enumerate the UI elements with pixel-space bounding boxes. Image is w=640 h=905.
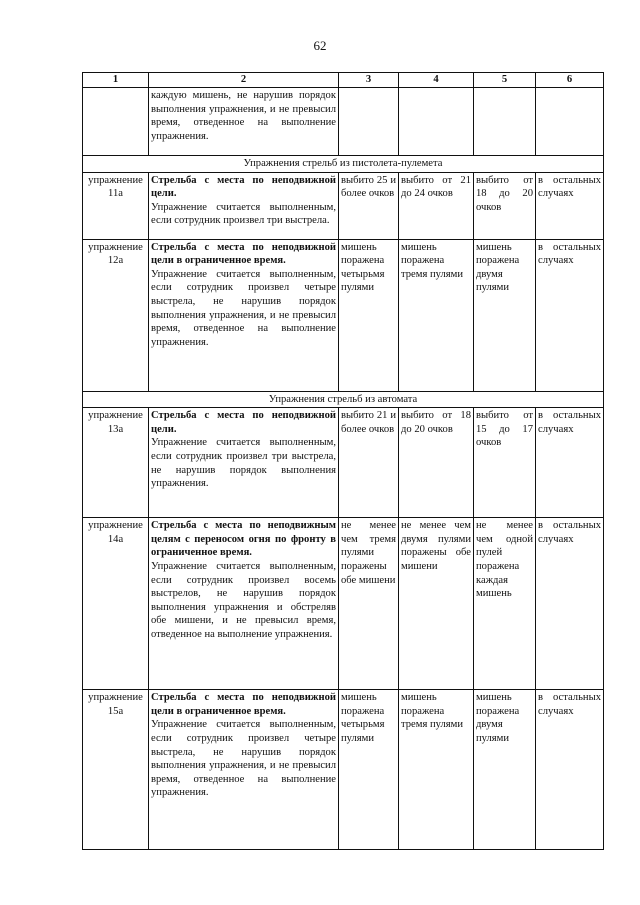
exercise-title: Стрельба с места по неподвижной цели в ограниченное время. <box>151 241 336 267</box>
grade-good: не менее чем двумя пулями поражены обе мишени <box>399 518 474 690</box>
exercise-description <box>149 239 339 391</box>
grade-unsatisfactory: в остальных случаях <box>536 690 604 850</box>
header-col-4: 4 <box>399 73 474 88</box>
grade-unsatisfactory: в остальных случаях <box>536 518 604 690</box>
continuation-text: каждую мишень, не нарушив порядок выполнения упражнения, и не превысил время, отведенное на выполнение упражнения. <box>149 88 339 156</box>
exercise-title: Стрельба с места по неподвижным целям с переносом огня по фронту в ограниченное время. <box>151 520 336 559</box>
header-row <box>83 73 604 88</box>
grade-excellent: мишень поражена четырьмя пулями <box>339 690 399 850</box>
grade-satisfactory: выбито от 18 до 20 очков <box>474 172 536 239</box>
exercise-title: Стрельба с места по неподвижной цели в ограниченное время. <box>151 692 336 717</box>
exercise-label: упражнение <box>88 410 143 422</box>
continuation-row <box>83 88 604 156</box>
exercise-number: 12а <box>107 255 124 267</box>
exercise-number: 15а <box>107 705 124 717</box>
grade-excellent: мишень поражена четырьмя пулями <box>339 239 399 391</box>
grade-good: мишень поражена тремя пулями <box>399 239 474 391</box>
exercise-conditions: Упражнение считается выполненным, если сотрудник произвел три выстрела, не нарушив порядок выполнения упражнения. <box>151 437 336 490</box>
section-title: Упражнения стрельб из автомата <box>83 391 604 408</box>
grade-satisfactory: выбито от 15 до 17 очков <box>474 408 536 518</box>
grade-good: выбито от 21 до 24 очков <box>399 172 474 239</box>
exercise-label: упражнение <box>88 692 143 704</box>
grade-unsatisfactory: в остальных случаях <box>536 239 604 391</box>
header-col-6: 6 <box>536 73 604 88</box>
exercise-conditions: Упражнение считается выполненным, если сотрудник произвел четыре выстрела, не нарушив порядок выполнения упражнения, и не превысил время, отведенное на выполнение упражнения. <box>151 719 336 799</box>
section-row <box>83 391 604 408</box>
exercise-label: упражнение <box>88 520 143 532</box>
grade-satisfactory: не менее чем одной пулей поражена каждая мишень <box>474 518 536 690</box>
grade-good: выбито от 18 до 20 очков <box>399 408 474 518</box>
header-col-2: 2 <box>149 73 339 88</box>
exercise-conditions: Упражнение считается выполненным, если сотрудник произвел три выстрела. <box>151 201 336 227</box>
grade-excellent: выбито 25 и более очков <box>339 172 399 239</box>
section-row <box>83 156 604 173</box>
table-row <box>83 172 604 239</box>
table-row <box>83 408 604 518</box>
exercise-conditions: Упражнение считается выполненным, если сотрудник произвел четыре выстрела, не нарушив порядок выполнения упражнения, и не превысил время, отведенное на выполнение упражнения. <box>151 268 336 348</box>
exercise-title: Стрельба с места по неподвижной цели. <box>151 410 336 435</box>
exercise-label: упражнение <box>88 241 143 253</box>
exercise-cell <box>83 239 149 391</box>
grade-satisfactory: мишень поражена двумя пулями <box>474 690 536 850</box>
header-col-3: 3 <box>339 73 399 88</box>
exercise-cell <box>83 690 149 850</box>
exercise-cell <box>83 408 149 518</box>
exercise-description <box>149 518 339 690</box>
exercise-number: 14а <box>107 533 124 545</box>
exercise-description <box>149 172 339 239</box>
table-row <box>83 518 604 690</box>
grade-satisfactory: мишень поражена двумя пулями <box>474 239 536 391</box>
section-title: Упражнения стрельб из пистолета-пулемета <box>83 156 604 173</box>
exercise-description <box>149 408 339 518</box>
header-col-5: 5 <box>474 73 536 88</box>
exercise-title: Стрельба с места по неподвижной цели. <box>151 174 336 200</box>
table-row <box>83 690 604 850</box>
grade-unsatisfactory: в остальных случаях <box>536 408 604 518</box>
page-number: 62 <box>313 38 327 53</box>
exercise-table <box>82 72 604 850</box>
exercise-number: 11а <box>108 188 123 200</box>
exercise-conditions: Упражнение считается выполненным, если сотрудник произвел восемь выстрелов, не нарушив порядок выполнения упражнения и обстреляв обе мишени, и не превысил время, отведенное на выполнение упражнения. <box>151 560 336 640</box>
exercise-description <box>149 690 339 850</box>
grade-excellent: не менее чем тремя пулями поражены обе мишени <box>339 518 399 690</box>
header-col-1: 1 <box>83 73 149 88</box>
exercise-label: упражнение <box>88 174 143 186</box>
grade-excellent: выбито 21 и более очков <box>339 408 399 518</box>
table-row <box>83 239 604 391</box>
exercise-cell <box>83 518 149 690</box>
exercise-number: 13а <box>107 423 124 435</box>
exercise-cell <box>83 172 149 239</box>
grade-unsatisfactory: в остальных случаях <box>536 172 604 239</box>
grade-good: мишень поражена тремя пулями <box>399 690 474 850</box>
